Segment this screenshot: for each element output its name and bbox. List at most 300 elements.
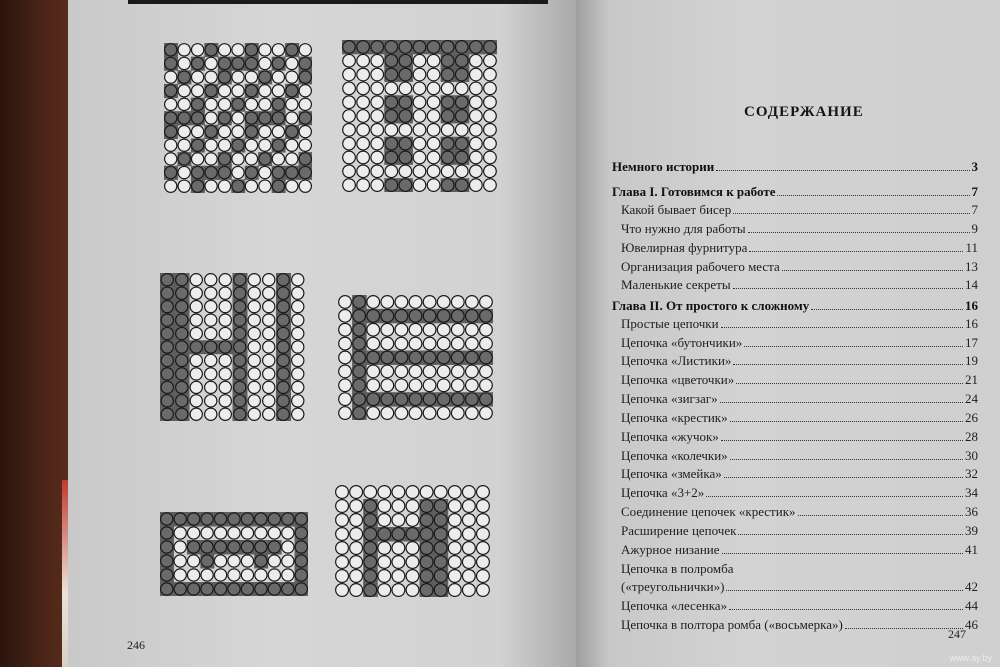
bead (399, 41, 412, 54)
bead (343, 41, 356, 54)
bead (201, 583, 213, 595)
bead (188, 583, 200, 595)
bead (477, 486, 490, 499)
bead (385, 124, 398, 137)
bead (218, 57, 230, 69)
bead (480, 296, 493, 309)
bead (451, 393, 464, 406)
toc-leader-dots (744, 346, 963, 347)
bead (455, 124, 468, 137)
bead (248, 368, 260, 380)
bead (292, 301, 304, 313)
bead (364, 528, 377, 541)
bead (178, 180, 190, 192)
bead (277, 408, 289, 420)
bead (441, 68, 454, 81)
bead (451, 365, 464, 378)
bead (357, 151, 370, 164)
toc-entry-label: Немного истории (612, 159, 715, 174)
toc-entry (621, 503, 978, 520)
bead (399, 179, 412, 192)
bead (353, 379, 366, 392)
bead (437, 351, 450, 364)
bead (462, 486, 475, 499)
bead (263, 368, 275, 380)
bead (339, 365, 352, 378)
bead (455, 110, 468, 123)
bead (228, 569, 240, 581)
bead (381, 296, 394, 309)
toc-leader-dots (716, 170, 969, 171)
bead (299, 126, 311, 138)
bead (263, 395, 275, 407)
bead (420, 570, 433, 583)
bead (427, 165, 440, 178)
bead (190, 395, 202, 407)
bead (371, 124, 384, 137)
bead (277, 301, 289, 313)
bead (413, 96, 426, 109)
bead (272, 98, 284, 110)
bead (470, 179, 483, 192)
toc-entry-label: Цепочка «бутончики» (621, 335, 743, 350)
bead (353, 407, 366, 420)
bead (413, 165, 426, 178)
bead (259, 71, 271, 83)
toc-entry-page: 16 (965, 316, 978, 331)
bead (339, 407, 352, 420)
bead (448, 514, 461, 527)
bead (448, 486, 461, 499)
toc-entry-label: Цепочка в полромба (621, 561, 734, 576)
bead (423, 337, 436, 350)
toc-entry (621, 201, 978, 218)
bead (381, 309, 394, 322)
bead (350, 570, 363, 583)
bead (190, 368, 202, 380)
bead (336, 528, 349, 541)
bead (343, 54, 356, 67)
bead (176, 274, 188, 286)
bead (466, 365, 479, 378)
bead (192, 57, 204, 69)
toc-leader-dots (845, 628, 963, 629)
bead (292, 408, 304, 420)
bead (455, 41, 468, 54)
bead (259, 57, 271, 69)
bead (218, 112, 230, 124)
bead (205, 314, 217, 326)
bead (174, 555, 186, 567)
bead (357, 41, 370, 54)
bead (353, 351, 366, 364)
bead (192, 98, 204, 110)
bead (205, 112, 217, 124)
bead (437, 365, 450, 378)
bead (161, 381, 173, 393)
bead (201, 569, 213, 581)
bead (234, 327, 246, 339)
bead (178, 153, 190, 165)
bead (339, 351, 352, 364)
bead (176, 395, 188, 407)
toc-entry (612, 158, 978, 175)
toc-entry-label: Цепочка «зигзаг» (621, 391, 718, 406)
bead (218, 85, 230, 97)
bead (205, 57, 217, 69)
toc-entry-page: 42 (965, 579, 978, 594)
bead (178, 112, 190, 124)
bead (259, 139, 271, 151)
bead (214, 583, 226, 595)
bead (241, 569, 253, 581)
bead (218, 139, 230, 151)
toc-leader-dots (726, 590, 963, 591)
toc-leader-dots (811, 309, 963, 310)
bead (420, 542, 433, 555)
bead (255, 527, 267, 539)
bead (462, 584, 475, 597)
bead (174, 513, 186, 525)
bead (381, 351, 394, 364)
bead (353, 393, 366, 406)
bead (427, 54, 440, 67)
bead (395, 323, 408, 336)
bead (353, 309, 366, 322)
bead (470, 68, 483, 81)
bead (161, 314, 173, 326)
toc-entry (621, 522, 978, 539)
bead (367, 351, 380, 364)
bead (367, 323, 380, 336)
bead (234, 354, 246, 366)
bead (441, 151, 454, 164)
bead (477, 584, 490, 597)
bead (277, 381, 289, 393)
bead (292, 368, 304, 380)
bead (448, 584, 461, 597)
bead (484, 82, 497, 95)
bead (248, 314, 260, 326)
bead (395, 309, 408, 322)
bead (423, 393, 436, 406)
bead (364, 486, 377, 499)
toc-entry-label: Цепочка «3+2» (621, 485, 705, 500)
bead (367, 407, 380, 420)
bead (255, 541, 267, 553)
toc-leader-dots (721, 440, 963, 441)
bead (248, 274, 260, 286)
bead (367, 365, 380, 378)
bead (205, 71, 217, 83)
toc-entry-page: 44 (965, 598, 978, 613)
bead (451, 296, 464, 309)
left-page (68, 0, 576, 667)
bead (462, 500, 475, 513)
bead (219, 287, 231, 299)
toc-entry-page: 17 (965, 335, 978, 350)
bead (214, 541, 226, 553)
bead (188, 541, 200, 553)
bead (259, 166, 271, 178)
bead (174, 569, 186, 581)
bead (423, 296, 436, 309)
toc-entry-page: 32 (965, 466, 978, 481)
bead (484, 137, 497, 150)
bead (282, 569, 294, 581)
bead (165, 166, 177, 178)
toc-leader-dots (748, 232, 970, 233)
bead (234, 274, 246, 286)
toc-title: СОДЕРЖАНИЕ (744, 104, 864, 120)
toc-entry-label: Расширение цепочек (621, 523, 737, 538)
bead (484, 151, 497, 164)
toc-entry-label: Цепочка «цветочки» (621, 372, 735, 387)
bead (205, 274, 217, 286)
bead (466, 296, 479, 309)
bead (218, 126, 230, 138)
toc-entry-label: («треугольнички») (621, 579, 725, 594)
bead (357, 96, 370, 109)
bead (188, 527, 200, 539)
bead (462, 556, 475, 569)
bead (232, 139, 244, 151)
bead (441, 165, 454, 178)
bead (434, 500, 447, 513)
bead (371, 179, 384, 192)
bead (455, 137, 468, 150)
bead (178, 85, 190, 97)
bead (218, 180, 230, 192)
bead (232, 180, 244, 192)
bead (480, 337, 493, 350)
bead (462, 528, 475, 541)
bead (466, 351, 479, 364)
bead (165, 153, 177, 165)
bead (241, 541, 253, 553)
bead (268, 555, 280, 567)
bead (176, 354, 188, 366)
toc-entry-page: 30 (965, 448, 978, 463)
bead (205, 180, 217, 192)
bead (165, 71, 177, 83)
bead (477, 556, 490, 569)
bead (395, 337, 408, 350)
toc-leader-dots (733, 288, 963, 289)
bead (470, 165, 483, 178)
bead (192, 44, 204, 56)
bead (205, 85, 217, 97)
bead (437, 309, 450, 322)
bead (427, 179, 440, 192)
bead (268, 541, 280, 553)
bead (406, 514, 419, 527)
toc-entry-page: 21 (965, 372, 978, 387)
bead (409, 337, 422, 350)
toc-entry-page: 11 (965, 240, 978, 255)
bead (219, 354, 231, 366)
bead-pattern-4 (338, 295, 493, 420)
bead (455, 96, 468, 109)
bead (462, 542, 475, 555)
bead (161, 527, 173, 539)
bead (484, 179, 497, 192)
bead (219, 301, 231, 313)
bead (259, 44, 271, 56)
bead (470, 151, 483, 164)
bead (295, 513, 307, 525)
toc-entry (621, 239, 978, 256)
bead (395, 296, 408, 309)
bead (367, 393, 380, 406)
bead (455, 82, 468, 95)
bead (413, 54, 426, 67)
bead (292, 274, 304, 286)
bead (272, 112, 284, 124)
bead (470, 124, 483, 137)
bead (282, 583, 294, 595)
bead (437, 407, 450, 420)
bead (259, 98, 271, 110)
bead (272, 44, 284, 56)
bead (277, 341, 289, 353)
table-surface (0, 0, 70, 667)
bead (228, 555, 240, 567)
bead (350, 584, 363, 597)
bead (385, 137, 398, 150)
bead (470, 41, 483, 54)
bead (392, 542, 405, 555)
bead (364, 542, 377, 555)
bead (371, 68, 384, 81)
bead (245, 71, 257, 83)
bead (272, 166, 284, 178)
bead (272, 71, 284, 83)
bead (427, 41, 440, 54)
bead (234, 287, 246, 299)
toc-entry (621, 428, 978, 445)
bead (409, 309, 422, 322)
bead (192, 85, 204, 97)
bead (292, 341, 304, 353)
bead (241, 555, 253, 567)
bead (232, 44, 244, 56)
toc-entry-page: 7 (971, 202, 978, 217)
bead (263, 381, 275, 393)
bead (451, 309, 464, 322)
bead (241, 527, 253, 539)
bead (339, 309, 352, 322)
toc-leader-dots (749, 251, 963, 252)
bead (480, 323, 493, 336)
bead (399, 96, 412, 109)
bead (234, 381, 246, 393)
bead (413, 179, 426, 192)
bead (218, 153, 230, 165)
bead (161, 274, 173, 286)
bead (165, 180, 177, 192)
bead (437, 323, 450, 336)
toc-entry (621, 578, 978, 595)
bead (357, 165, 370, 178)
bead (248, 327, 260, 339)
bead (392, 570, 405, 583)
toc-entry-label: Соединение цепочек «крестик» (621, 504, 796, 519)
bead (188, 569, 200, 581)
bead (188, 513, 200, 525)
bead (441, 179, 454, 192)
bead (364, 500, 377, 513)
bead (350, 528, 363, 541)
bead (437, 296, 450, 309)
bead (462, 514, 475, 527)
bead (201, 513, 213, 525)
bead (378, 584, 391, 597)
bead (205, 44, 217, 56)
bead (371, 54, 384, 67)
bead (292, 381, 304, 393)
bead (455, 68, 468, 81)
bead (205, 354, 217, 366)
toc-entry-page: 39 (965, 523, 978, 538)
bead (406, 528, 419, 541)
bead (286, 44, 298, 56)
bead (248, 341, 260, 353)
bead (480, 365, 493, 378)
bead (385, 54, 398, 67)
bead (441, 96, 454, 109)
toc-entry-label: Цепочка «крестик» (621, 410, 728, 425)
bead (295, 583, 307, 595)
toc-entry-label: Цепочка «змейка» (621, 466, 722, 481)
bead (392, 584, 405, 597)
bead (451, 379, 464, 392)
bead (259, 85, 271, 97)
bead (161, 354, 173, 366)
bead (339, 296, 352, 309)
bead (371, 137, 384, 150)
bead (399, 151, 412, 164)
toc-entry (621, 315, 978, 332)
bead (190, 381, 202, 393)
bead (232, 85, 244, 97)
bead (484, 110, 497, 123)
bead (343, 124, 356, 137)
bead (420, 500, 433, 513)
bead (480, 407, 493, 420)
bead (165, 126, 177, 138)
bead-pattern-2 (342, 40, 497, 192)
left-page-number: 246 (127, 638, 145, 652)
bead (399, 165, 412, 178)
bead (268, 583, 280, 595)
bead (367, 379, 380, 392)
bead (299, 166, 311, 178)
bead (205, 327, 217, 339)
bead (295, 569, 307, 581)
bead (378, 528, 391, 541)
bead (434, 570, 447, 583)
toc-leader-dots (733, 213, 969, 214)
bead (343, 110, 356, 123)
bead (245, 112, 257, 124)
bead (161, 395, 173, 407)
bead (161, 408, 173, 420)
bead (178, 139, 190, 151)
bead (292, 354, 304, 366)
bead (277, 354, 289, 366)
bead (299, 112, 311, 124)
